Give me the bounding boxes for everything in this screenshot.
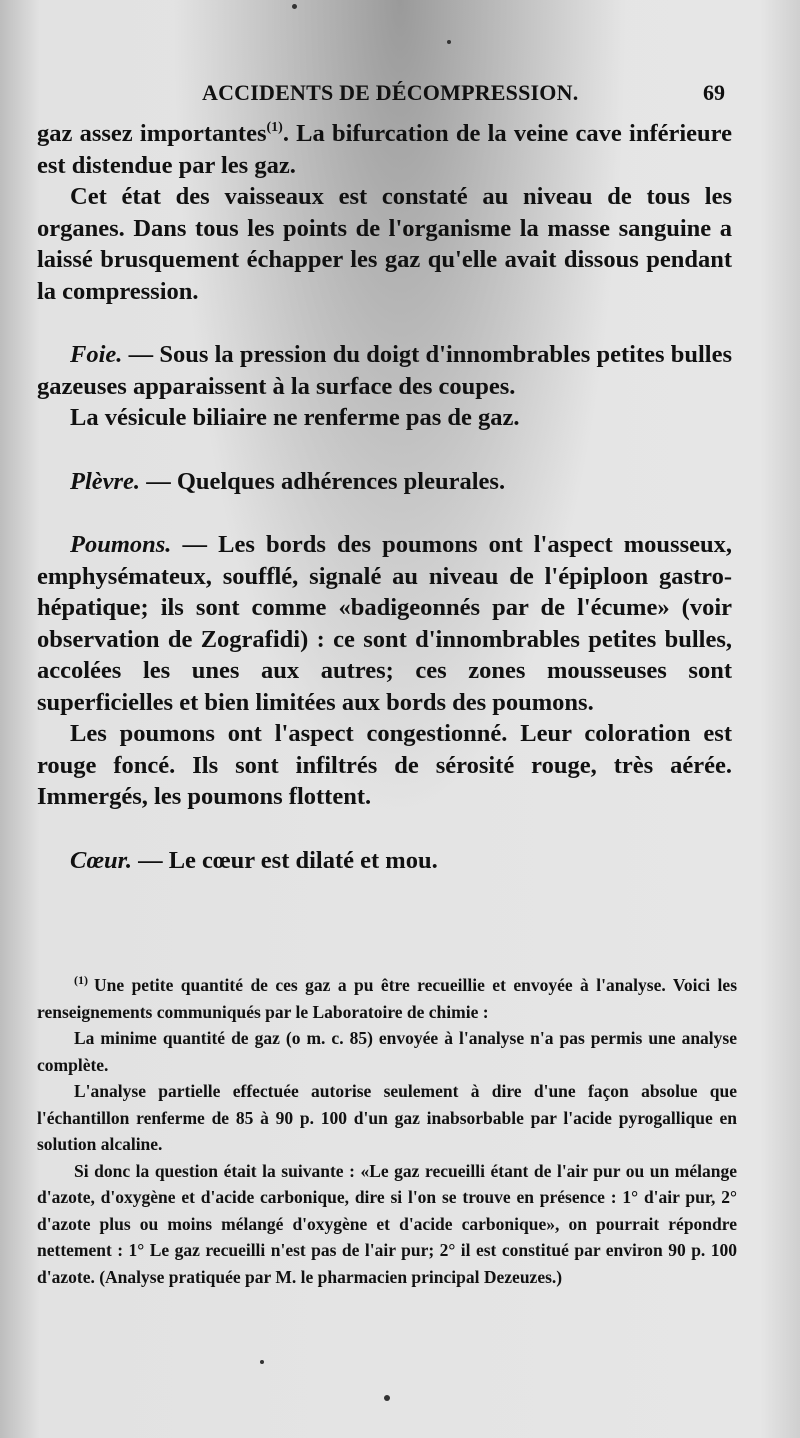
paragraph-text: . La bifurcation de la veine cave inférieure est distendue par les gaz. (37, 120, 732, 179)
section-plevre (37, 466, 732, 498)
section-coeur (37, 845, 732, 877)
ink-speck (384, 1395, 390, 1401)
running-title: ACCIDENTS DE DÉCOMPRESSION. (202, 80, 579, 105)
main-text (37, 118, 732, 876)
section-heading-poumons: Poumons. (70, 531, 172, 558)
footnote-marker: (1) (74, 973, 88, 987)
section-heading-coeur: Cœur. (70, 846, 132, 874)
ink-speck (447, 40, 451, 44)
running-header (200, 80, 725, 110)
paragraph-continuation (37, 118, 732, 181)
footnote-paragraph: L'analyse partielle effectuée autorise seulement à dire d'une façon absolue que l'échantillon renferme de 85 à 90 p. 100 d'un gaz inabsorbable par l'acide pyrogallique en solution alcaline. (37, 1081, 737, 1154)
footnote-paragraph: La minime quantité de gaz (o m. c. 85) envoyée à l'analyse n'a pas permis une analyse complète. (37, 1028, 737, 1075)
footnote-paragraph (37, 972, 737, 1025)
section-text: — Les bords des poumons ont l'aspect mousseux, emphysémateux, soufflé, signalé au niveau de l'épiploon gastro-hépatique; ils sont comme «badigeonnés par de l'écume» (voir observation de Zografidi) : ce sont d'innombrables petites bulles, accolées les unes aux autres; ces zones mousseuses sont superficielles et bien limitées aux bords des poumons. (37, 531, 732, 716)
footnote (37, 972, 737, 1290)
paragraph-text: gaz assez importantes (37, 120, 267, 147)
paragraph-vesicule: La vésicule biliaire ne renferme pas de gaz. (70, 404, 520, 431)
paragraph-poumons-congestion: Les poumons ont l'aspect congestionné. Leur coloration est rouge foncé. Ils sont infiltrés de sérosité rouge, très aérée. Immergés, les poumons flottent. (37, 720, 732, 810)
page-number: 69 (703, 80, 725, 105)
section-text: — Quelques adhérences pleurales. (140, 467, 506, 495)
section-foie (37, 339, 732, 402)
ink-speck (260, 1360, 264, 1364)
section-text: — Sous la pression du doigt d'innombrables petites bulles gazeuses apparaissent à la surface des coupes. (37, 341, 732, 400)
section-poumons (37, 529, 732, 718)
section-heading-foie: Foie. (70, 341, 123, 368)
footnote-reference: (1) (266, 120, 283, 135)
footnote-paragraph: Si donc la question était la suivante : «Le gaz recueilli étant de l'air pur ou un mélange d'azote, d'oxygène et d'acide carbonique, dire si l'on se trouve en présence : 1° d'air pur, 2° d'azote plus ou moins mélangé d'oxygène et d'acide carbonique», on pourrait répondre nettement : 1° Le gaz recueilli n'est pas de l'air pur; 2° il est constitué par environ 90 p. 100 d'azote. (Analyse pratiquée par M. le pharmacien principal Dezeuzes.) (37, 1160, 737, 1287)
section-heading-plevre: Plèvre. (70, 467, 141, 495)
section-text: — Le cœur est dilaté et mou. (131, 846, 438, 874)
footnote-text: Une petite quantité de ces gaz a pu être recueillie et envoyée à l'analyse. Voici les renseignements communiqués par le Laboratoire de chimie : (37, 975, 737, 1022)
ink-speck (292, 4, 297, 9)
paragraph-vessels: Cet état des vaisseaux est constaté au niveau de tous les organes. Dans tous les points de l'organisme la masse sanguine a laissé brusquement échapper les gaz qu'elle avait dissous pendant la compression. (37, 183, 732, 305)
